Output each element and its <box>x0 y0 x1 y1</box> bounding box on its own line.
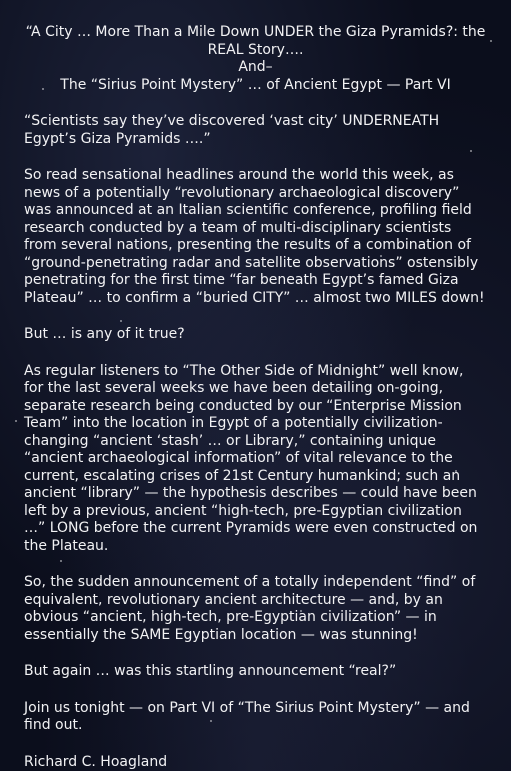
title-line-1: “A City … More Than a Mile Down UNDER the Giza Pyramids?: the REAL Story…. <box>25 24 486 58</box>
paragraph-announcement: So, the sudden announcement of a totally independent “find” of equivalent, revolutionary ancient architecture — and, by an obvious “ancient, high-tech, pre-Egyptian civilization” — in essentially the SAME Egyptian location — was stunning! <box>24 574 476 643</box>
paragraph-question: But … is any of it true? <box>24 326 185 342</box>
paragraph-research: As regular listeners to “The Other Side of Midnight” well know, for the last several weeks we have been detailing on-going, separate research being conducted by our “Enterprise Mission Team” into the location in Egypt of a potentially civilization-changing “ancient ‘stash’ … or Library,” containing unique “ancient archaeological information” of vital relevance to the current, escalating crises of 21st Century humankind; such an ancient “library” — the hypothesis describes — could have been left by a previous, ancient “high-tech, pre-Egyptian civilization …” LONG before the current Pyramids were even constructed on the Plateau. <box>24 362 478 554</box>
title-line-3: The “Sirius Point Mystery” … of Ancient Egypt — Part VI <box>60 76 451 93</box>
article-title <box>24 24 487 94</box>
paragraph-join: Join us tonight — on Part VI of “The Sirius Point Mystery” — and find out. <box>24 699 470 733</box>
paragraph-real: But again … was this startling announcement “real?” <box>24 663 397 679</box>
title-line-2: And– <box>238 59 273 75</box>
paragraph-headlines: So read sensational headlines around the world this week, as news of a potentially “revolutionary archaeological discovery” was announced at an Italian scientific conference, profiling field research conducted by a team of multi-disciplinary scientists from several nations, presenting the results of a combination of “ground-penetrating radar and satellite observations” ostensibly penetrating for the first time “far beneath Egypt’s famed Giza Plateau” … to confirm a “buried CITY” … almost two MILES down! <box>24 167 485 306</box>
paragraph-quote: “Scientists say they’ve discovered ‘vast city’ UNDERNEATH Egypt’s Giza Pyramids ….” <box>24 113 440 147</box>
author-signature: Richard C. Hoagland <box>24 753 168 770</box>
